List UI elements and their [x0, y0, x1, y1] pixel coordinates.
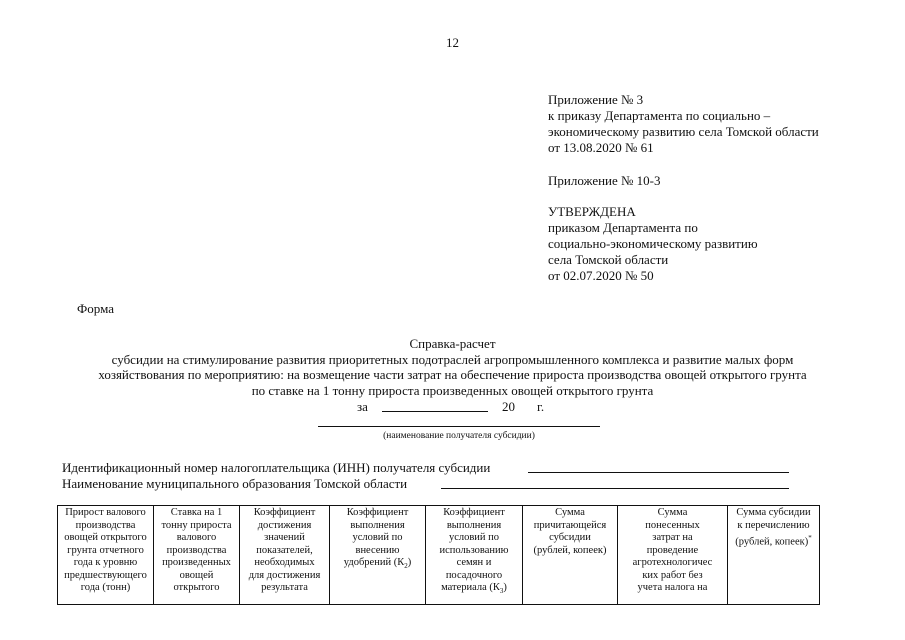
table-header-row — [58, 506, 820, 605]
period-blank[interactable] — [382, 399, 488, 412]
approval-block — [548, 204, 758, 284]
period-suffix: г. — [537, 399, 545, 414]
document-title — [0, 336, 905, 398]
municipality-field-line[interactable] — [441, 476, 789, 489]
header-cell: Коэффициент выполнения условий по использованию семян и посадочного материала $(К_3)$ — [426, 506, 523, 605]
annex-amendment-line: к приказу Департамента по социально – — [548, 108, 771, 123]
page-bottom-mask — [0, 606, 905, 640]
annex-amendment-line: от 13.08.2020 № 61 — [548, 140, 654, 155]
period-year: 20 — [502, 399, 515, 414]
approval-line: социально-экономическому развитию — [548, 236, 758, 251]
calculation-table — [57, 505, 820, 605]
recipient-name-line[interactable] — [318, 418, 600, 427]
header-cell: Сумма субсидии к перечислению (рублей, копеек)* — [728, 506, 820, 605]
page-number: 12 — [446, 35, 459, 50]
title-line: субсидии на стимулирование развития приоритетных подотраслей агропромышленного комплекса и развитие малых форм — [111, 351, 794, 367]
annex-amendment-block — [548, 92, 819, 156]
title-line: по ставке на 1 тонну прироста произведенных овощей открытого грунта — [251, 382, 654, 398]
inn-field-line[interactable] — [528, 460, 789, 473]
header-cell: Сумма причитающейся субсидии (рублей, копеек) — [523, 506, 618, 605]
recipient-caption: (наименование получателя субсидии) — [383, 431, 535, 441]
period-prefix: за — [357, 399, 368, 414]
inn-field-label: Идентификационный номер налогоплательщика (ИНН) получателя субсидии — [62, 460, 491, 475]
annex-original: Приложение № 10-3 — [548, 173, 661, 188]
annex-amendment-line: экономическому развитию села Томской области — [548, 124, 819, 139]
approval-line: приказом Департамента по — [548, 220, 698, 235]
title-line: хозяйствования по мероприятию: на возмещение части затрат на обеспечение прироста производства овощей открытого грунта — [98, 367, 807, 382]
header-cell: Коэффициент выполнения условий по внесению удобрений $(К_2)$ — [330, 506, 426, 605]
approval-line: УТВЕРЖДЕНА — [548, 204, 636, 219]
approval-line: села Томской области — [548, 252, 669, 267]
form-label: Форма — [77, 301, 114, 316]
header-cell: Коэффициент достижения значений показателей, необходимых для достижения результата — [240, 506, 330, 605]
header-cell: Сумма понесенных затрат на проведение агротехнологичес ких работ без учета налога на — [618, 506, 728, 605]
header-cell: Прирост валового производства овощей открытого грунта отчетного года к уровню предшествующего года (тонн) — [58, 506, 154, 605]
title-line: Справка-расчет — [409, 336, 496, 351]
approval-line: от 02.07.2020 № 50 — [548, 268, 654, 283]
header-cell: Ставка на 1 тонну прироста валового производства произведенных овощей открытого — [154, 506, 240, 605]
annex-amendment-line: Приложение № 3 — [548, 92, 644, 107]
municipality-field-label: Наименование муниципального образования Томской области — [62, 476, 408, 491]
